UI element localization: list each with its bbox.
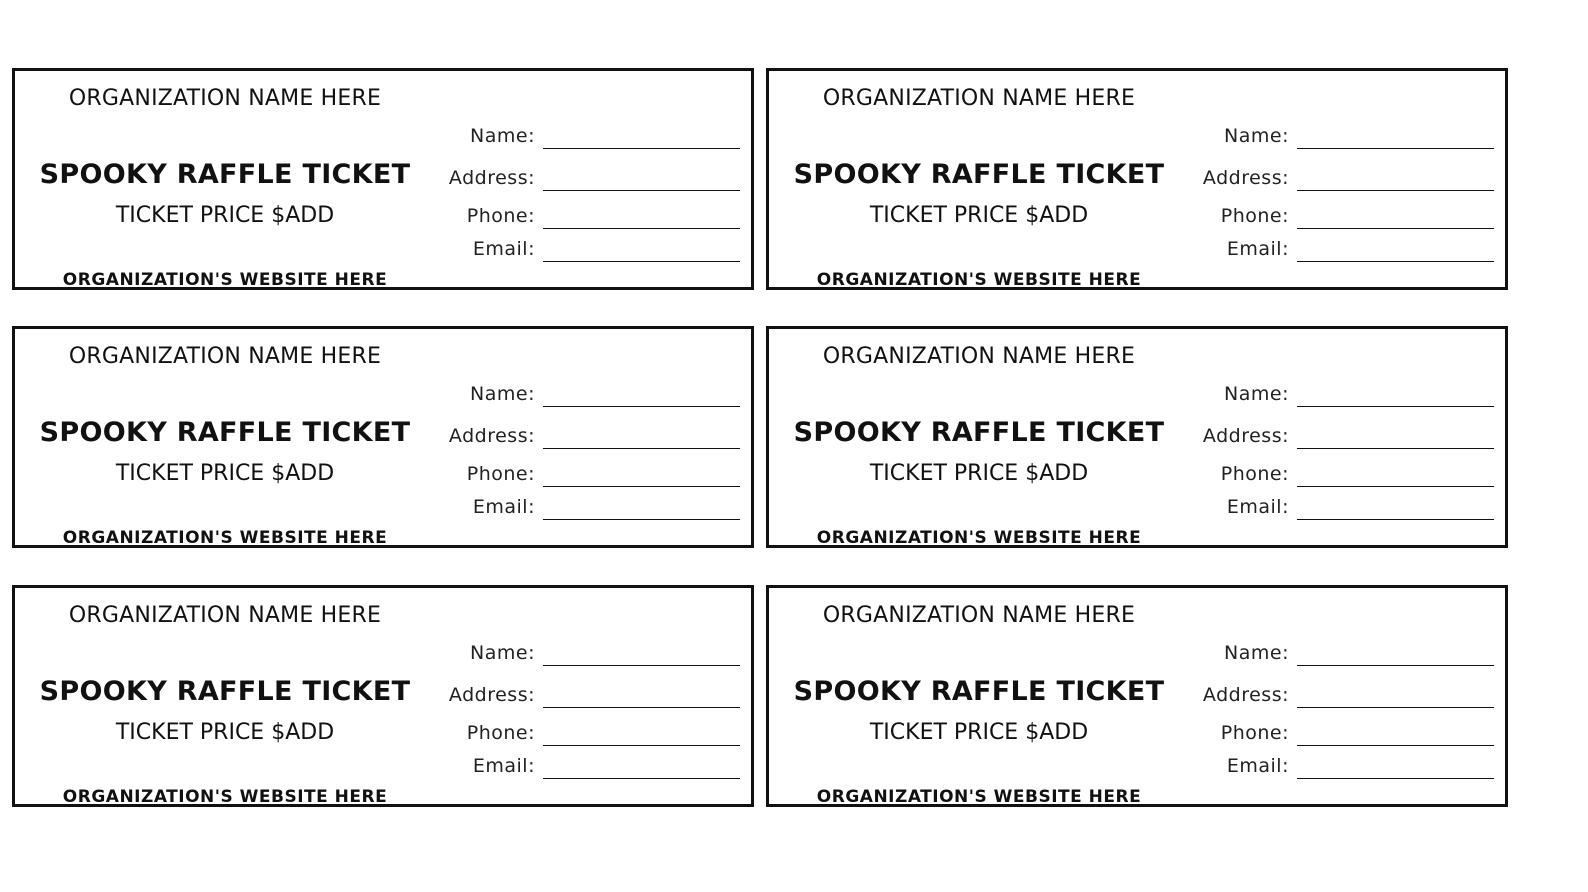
ticket-price: TICKET PRICE $ADD (115, 203, 335, 228)
name-line[interactable] (543, 665, 740, 666)
email-label: Email: (472, 496, 535, 518)
address-label: Address: (1202, 425, 1289, 447)
address-line[interactable] (1297, 707, 1494, 708)
phone-field (425, 461, 740, 487)
name-field (1179, 381, 1494, 407)
phone-line[interactable] (1297, 228, 1494, 229)
phone-label: Phone: (466, 463, 535, 485)
email-field (425, 753, 740, 779)
phone-field (1179, 461, 1494, 487)
address-field (425, 165, 740, 191)
ticket-title: SPOOKY RAFFLE TICKET (793, 676, 1165, 707)
raffle-ticket (766, 326, 1508, 548)
name-line[interactable] (543, 406, 740, 407)
organization-website: ORGANIZATION'S WEBSITE HERE (62, 787, 388, 807)
ticket-price: TICKET PRICE $ADD (115, 720, 335, 745)
ticket-title: SPOOKY RAFFLE TICKET (793, 417, 1165, 448)
phone-line[interactable] (543, 745, 740, 746)
email-line[interactable] (1297, 261, 1494, 262)
phone-label: Phone: (466, 205, 535, 227)
name-line[interactable] (543, 148, 740, 149)
name-field (425, 381, 740, 407)
email-label: Email: (472, 238, 535, 260)
address-line[interactable] (543, 190, 740, 191)
organization-website: ORGANIZATION'S WEBSITE HERE (62, 528, 388, 548)
address-field (1179, 165, 1494, 191)
name-field (1179, 123, 1494, 149)
phone-label: Phone: (1220, 722, 1289, 744)
raffle-ticket (766, 68, 1508, 290)
phone-label: Phone: (466, 722, 535, 744)
organization-name: ORGANIZATION NAME HERE (822, 86, 1136, 111)
phone-line[interactable] (1297, 745, 1494, 746)
email-field (425, 236, 740, 262)
address-line[interactable] (543, 448, 740, 449)
ticket-price: TICKET PRICE $ADD (869, 203, 1089, 228)
name-label: Name: (470, 125, 535, 147)
name-field (425, 640, 740, 666)
address-field (425, 423, 740, 449)
ticket-price: TICKET PRICE $ADD (115, 461, 335, 486)
email-field (425, 494, 740, 520)
organization-name: ORGANIZATION NAME HERE (822, 603, 1136, 628)
name-label: Name: (470, 642, 535, 664)
raffle-ticket (12, 585, 754, 807)
email-line[interactable] (543, 519, 740, 520)
address-label: Address: (448, 425, 535, 447)
email-line[interactable] (543, 778, 740, 779)
email-field (1179, 494, 1494, 520)
ticket-title: SPOOKY RAFFLE TICKET (39, 159, 411, 190)
organization-website: ORGANIZATION'S WEBSITE HERE (816, 270, 1142, 290)
address-field (1179, 682, 1494, 708)
organization-name: ORGANIZATION NAME HERE (68, 344, 382, 369)
name-line[interactable] (1297, 406, 1494, 407)
name-field (1179, 640, 1494, 666)
organization-website: ORGANIZATION'S WEBSITE HERE (62, 270, 388, 290)
email-field (1179, 236, 1494, 262)
raffle-ticket (766, 585, 1508, 807)
email-label: Email: (1226, 496, 1289, 518)
email-label: Email: (1226, 238, 1289, 260)
address-label: Address: (1202, 167, 1289, 189)
address-label: Address: (448, 684, 535, 706)
organization-website: ORGANIZATION'S WEBSITE HERE (816, 528, 1142, 548)
phone-field (425, 720, 740, 746)
address-field (425, 682, 740, 708)
phone-field (1179, 203, 1494, 229)
phone-label: Phone: (1220, 463, 1289, 485)
ticket-title: SPOOKY RAFFLE TICKET (793, 159, 1165, 190)
address-line[interactable] (1297, 448, 1494, 449)
organization-name: ORGANIZATION NAME HERE (68, 86, 382, 111)
phone-line[interactable] (543, 486, 740, 487)
ticket-price: TICKET PRICE $ADD (869, 461, 1089, 486)
ticket-title: SPOOKY RAFFLE TICKET (39, 417, 411, 448)
name-field (425, 123, 740, 149)
address-line[interactable] (543, 707, 740, 708)
address-label: Address: (448, 167, 535, 189)
email-line[interactable] (1297, 519, 1494, 520)
raffle-ticket (12, 326, 754, 548)
name-label: Name: (1224, 383, 1289, 405)
name-label: Name: (470, 383, 535, 405)
email-line[interactable] (543, 261, 740, 262)
ticket-price: TICKET PRICE $ADD (869, 720, 1089, 745)
ticket-title: SPOOKY RAFFLE TICKET (39, 676, 411, 707)
name-label: Name: (1224, 125, 1289, 147)
email-label: Email: (1226, 755, 1289, 777)
email-label: Email: (472, 755, 535, 777)
name-line[interactable] (1297, 148, 1494, 149)
name-line[interactable] (1297, 665, 1494, 666)
organization-name: ORGANIZATION NAME HERE (822, 344, 1136, 369)
address-field (1179, 423, 1494, 449)
email-line[interactable] (1297, 778, 1494, 779)
raffle-ticket (12, 68, 754, 290)
organization-website: ORGANIZATION'S WEBSITE HERE (816, 787, 1142, 807)
email-field (1179, 753, 1494, 779)
phone-field (425, 203, 740, 229)
organization-name: ORGANIZATION NAME HERE (68, 603, 382, 628)
name-label: Name: (1224, 642, 1289, 664)
phone-field (1179, 720, 1494, 746)
phone-label: Phone: (1220, 205, 1289, 227)
phone-line[interactable] (543, 228, 740, 229)
phone-line[interactable] (1297, 486, 1494, 487)
address-label: Address: (1202, 684, 1289, 706)
address-line[interactable] (1297, 190, 1494, 191)
